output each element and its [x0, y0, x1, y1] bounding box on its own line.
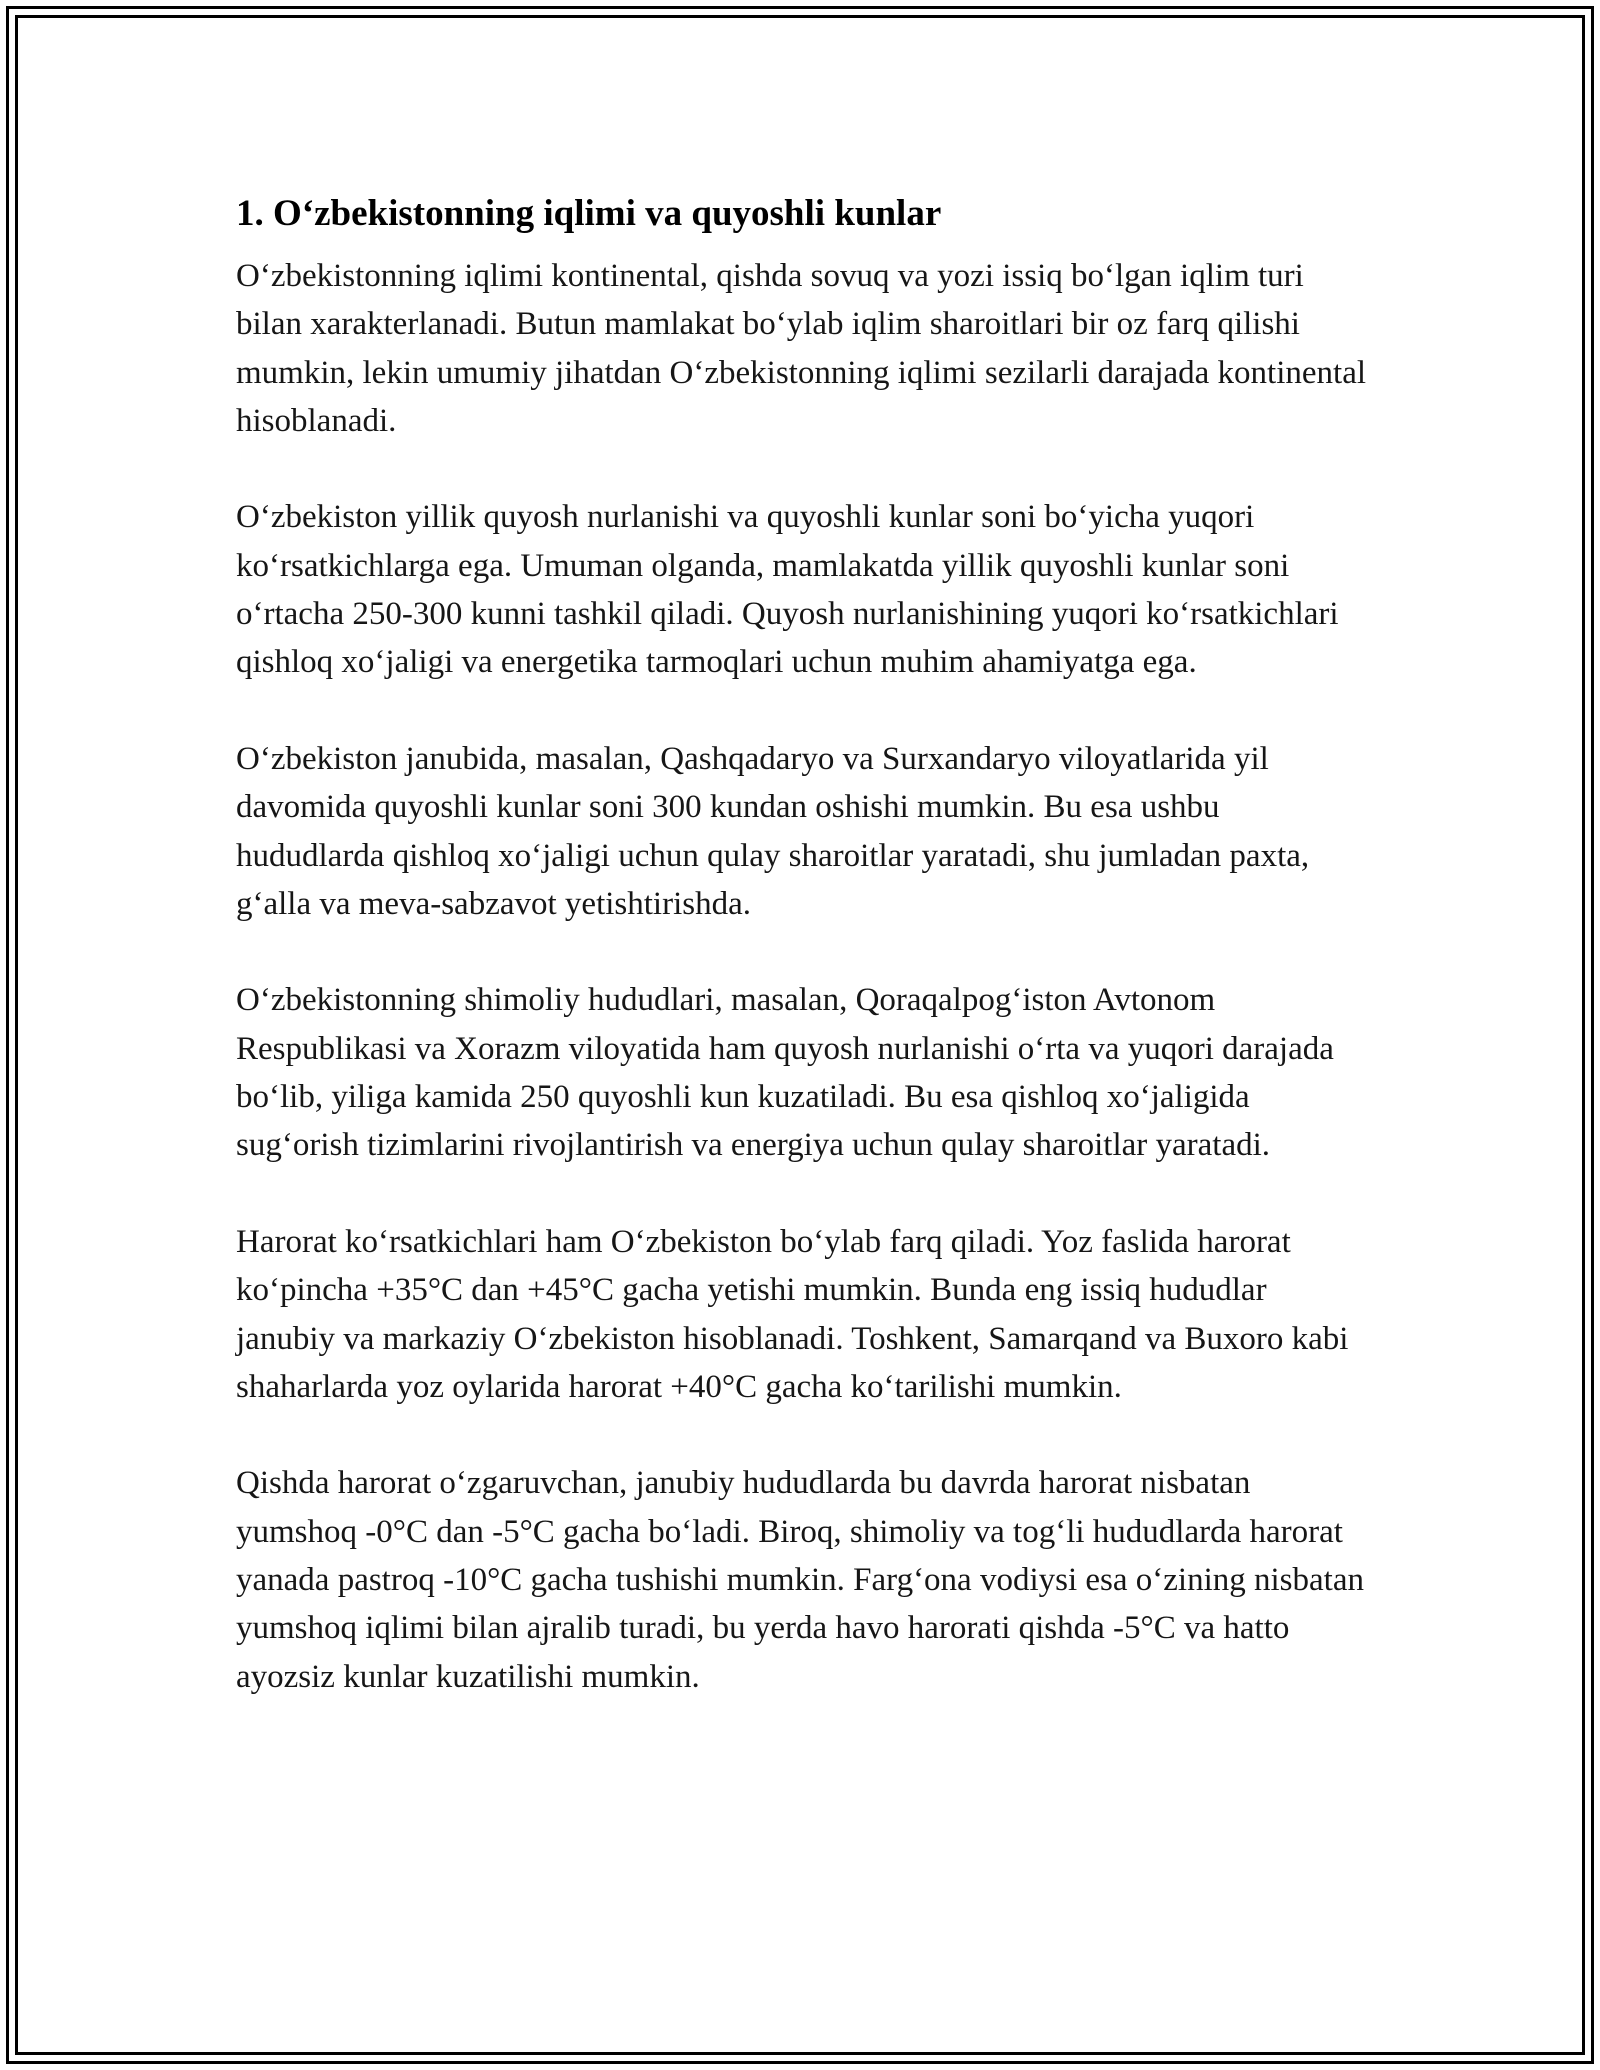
section-heading: 1. O‘zbekistonning iqlimi va quyoshli kunlar [236, 193, 942, 234]
paragraph-southern-regions: O‘zbekiston janubida, masalan, Qashqadaryo va Surxandaryo viloyatlarida yil davomida quyoshli kunlar soni 300 kundan oshishi mumkin. Bu esa ushbu hududlarda qishloq xo‘jaligi uchun qulay sharoitlar yaratadi, shu jumladan paxta, g‘alla va meva-sabzavot yetishtirishda. [236, 740, 1310, 922]
paragraph-climate-overview: O‘zbekistonning iqlimi kontinental, qishda sovuq va yozi issiq bo‘lgan iqlim turi bilan xarakterlanadi. Butun mamlakat bo‘ylab iqlim sharoitlari bir oz farq qilishi mumkin, lekin umumiy jihatdan O‘zbekistonning iqlimi sezilarli darajada kontinental hisoblanadi. [236, 258, 1367, 439]
paragraph-winter-temperature: Qishda harorat o‘zgaruvchan, janubiy hududlarda bu davrda harorat nisbatan yumshoq -0°C dan -5°C gacha bo‘ladi. Biroq, shimoliy va tog‘li hududlarda harorat yanada pastroq -10°C gacha tushishi mumkin. Farg‘ona vodiysi esa o‘zining nisbatan yumshoq iqlimi bilan ajralib turadi, bu yerda havo harorati qishda -5°C va hatto ayozsiz kunlar kuzatilishi mumkin. [236, 1465, 1364, 1695]
paragraph-solar-radiation: O‘zbekiston yillik quyosh nurlanishi va quyoshli kunlar soni bo‘yicha yuqori ko‘rsatkichlarga ega. Umuman olganda, mamlakatda yillik quyoshli kunlar soni o‘rtacha 250-300 kunni tashkil qiladi. Quyosh nurlanishining yuqori ko‘rsatkichlari qishloq xo‘jaligi va energetika tarmoqlari uchun muhim ahamiyatga ega. [236, 499, 1339, 681]
paragraph-northern-regions: O‘zbekistonning shimoliy hududlari, masalan, Qoraqalpog‘iston Avtonom Respublikasi va Xorazm viloyatida ham quyosh nurlanishi o‘rta va yuqori darajada bo‘lib, yiliga kamida 250 quyoshli kun kuzatiladi. Bu esa qishloq xo‘jaligida sug‘orish tizimlarini rivojlantirish va energiya uchun qulay sharoitlar yaratadi. [236, 982, 1334, 1164]
paragraph-summer-temperature: Harorat ko‘rsatkichlari ham O‘zbekiston bo‘ylab farq qiladi. Yoz faslida harorat ko‘pincha +35°C dan +45°C gacha yetishi mumkin. Bunda eng issiq hududlar janubiy va markaziy O‘zbekiston hisoblanadi. Toshkent, Samarqand va Buxoro kabi shaharlarda yoz oylarida harorat +40°C gacha ko‘tarilishi mumkin. [236, 1223, 1349, 1405]
document-body [236, 186, 1366, 1701]
